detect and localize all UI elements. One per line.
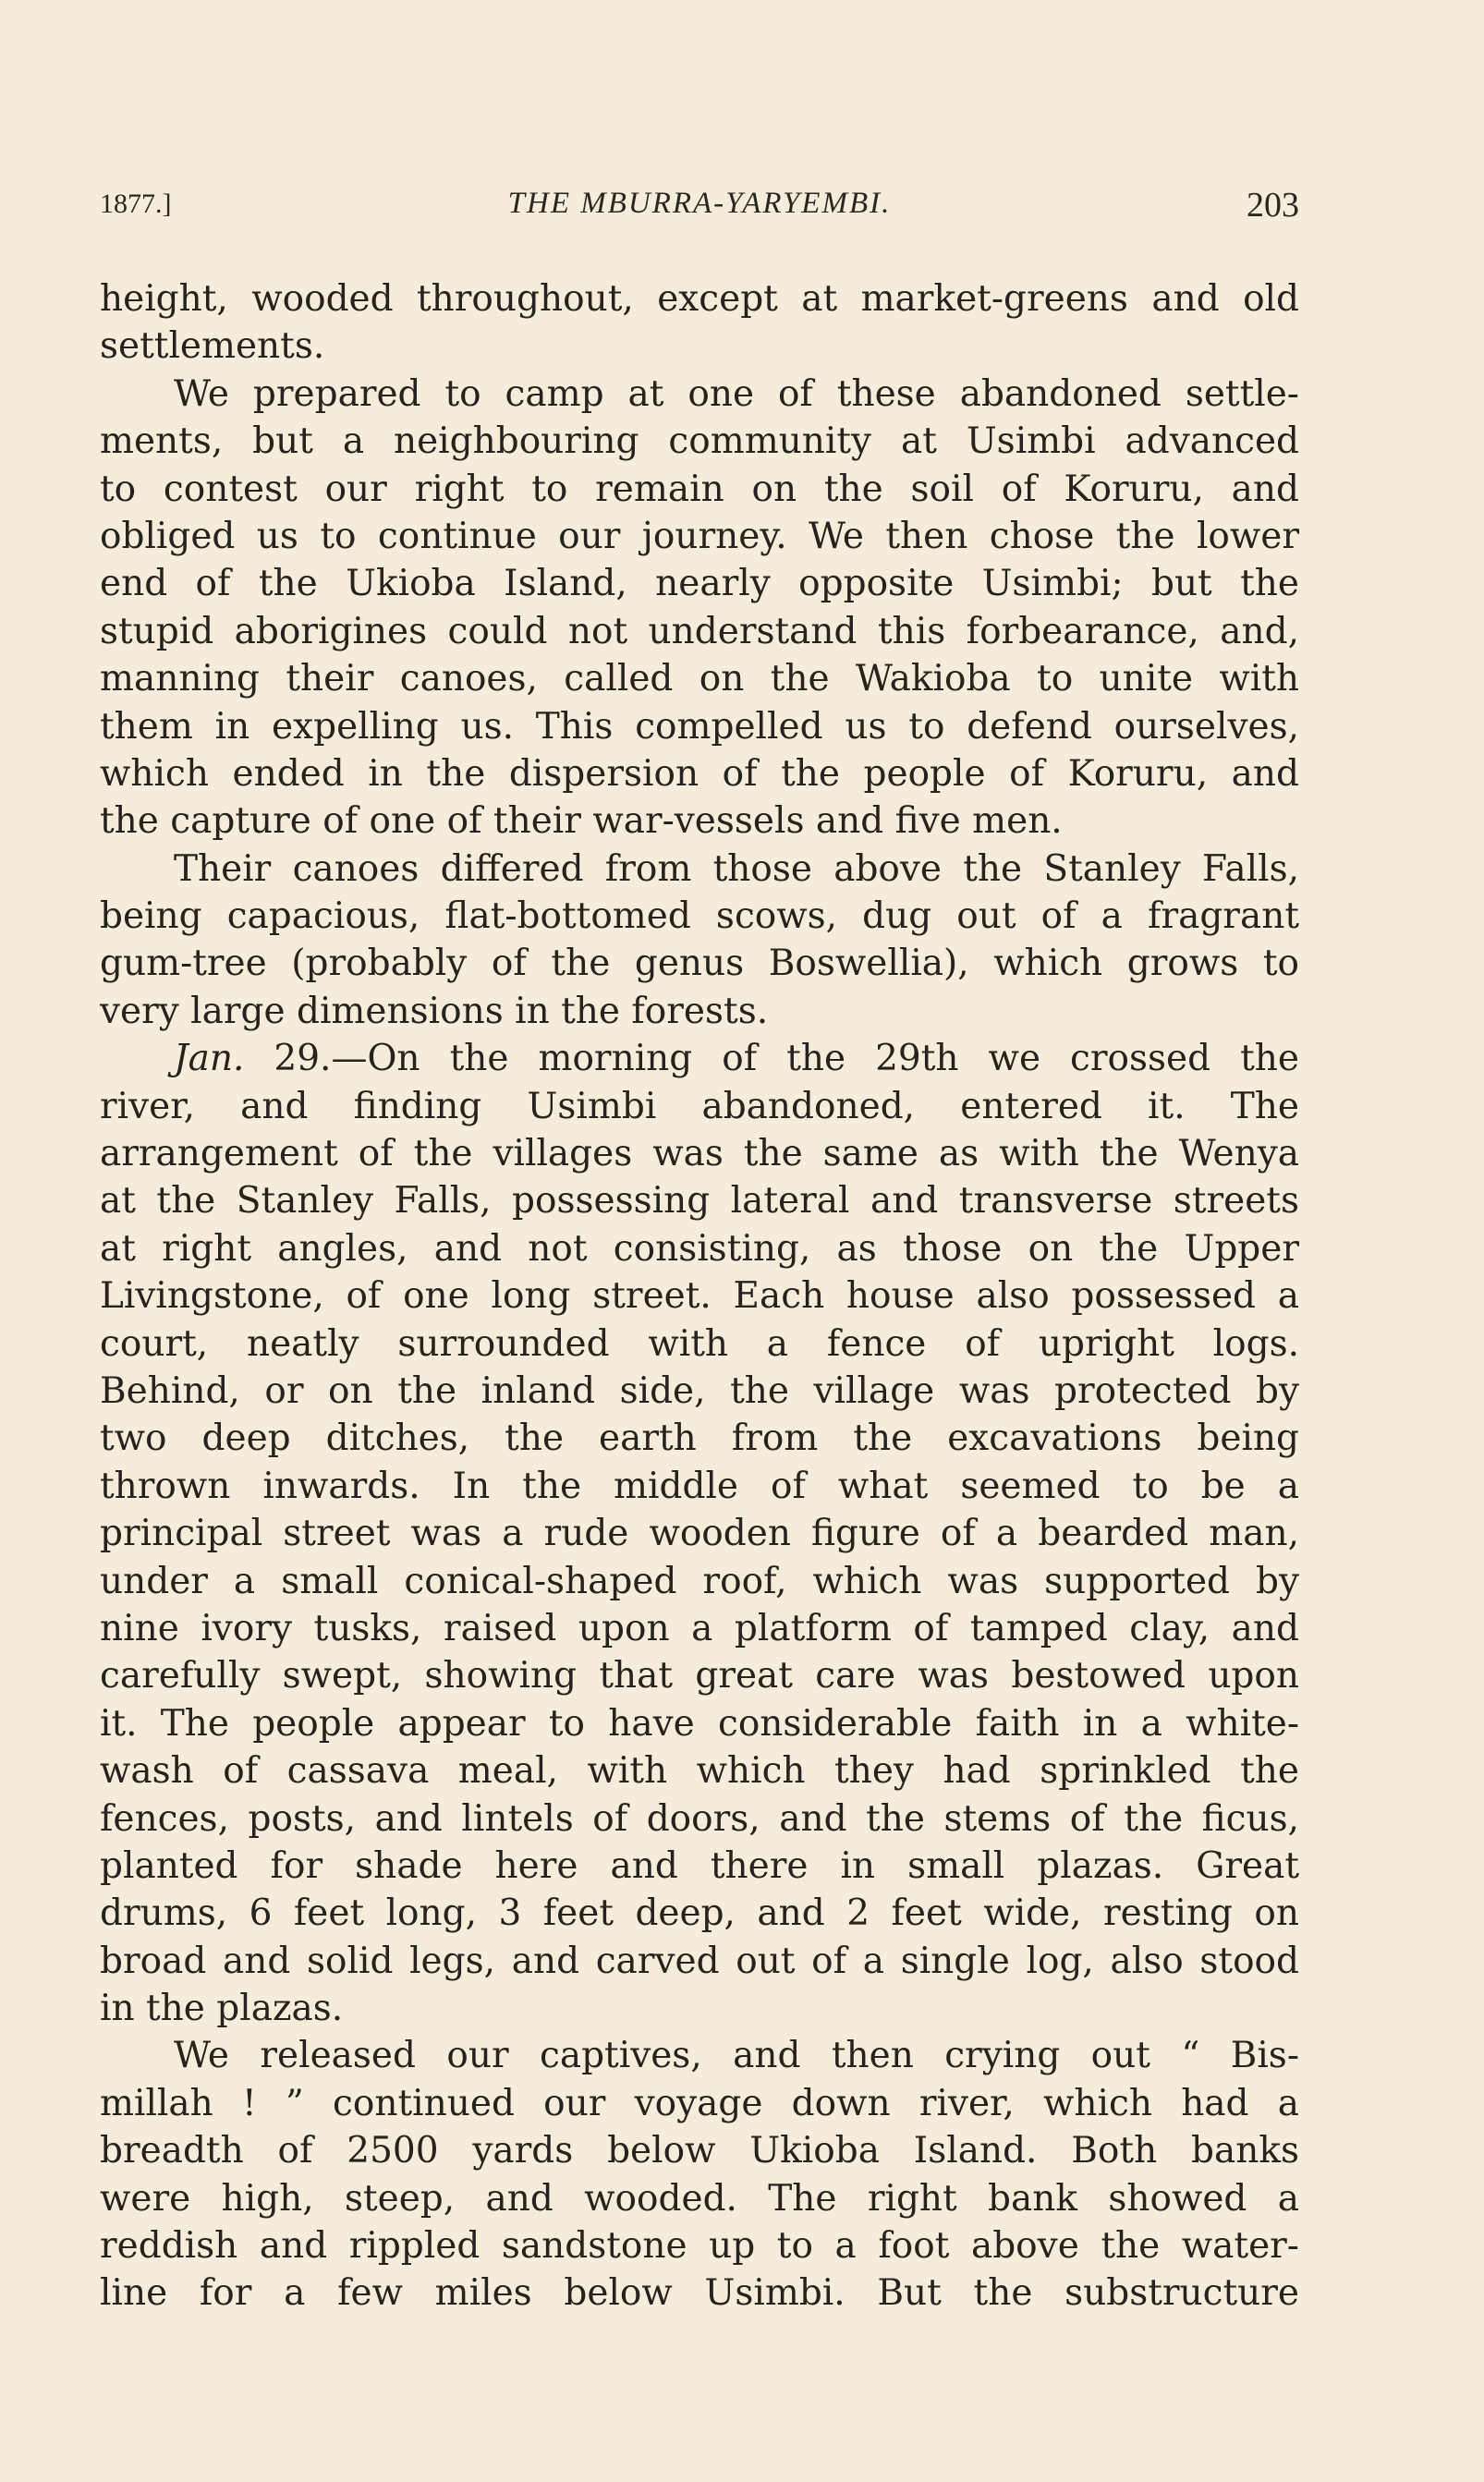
text-line-rest: 29.—On the morning of the 29th we crossed the xyxy=(244,1038,1299,1080)
text-line: them in expelling us. This compelled us to defend ourselves, xyxy=(100,705,1299,748)
text-line: carefully swept, showing that great care was bestowed upon xyxy=(100,1655,1299,1697)
text-line: arrangement of the villages was the same as with the Wenya xyxy=(100,1133,1299,1175)
text-line: to contest our right to remain on the soil of Koruru, and xyxy=(100,468,1299,510)
text-line: at the Stanley Falls, possessing lateral and transverse streets xyxy=(100,1180,1299,1223)
text-line: reddish and rippled sandstone up to a foot above the water- xyxy=(100,2225,1299,2268)
running-header xyxy=(100,183,1299,229)
text-line: ments, but a neighbouring community at Usimbi advanced xyxy=(100,420,1299,463)
text-line: being capacious, flat-bottomed scows, dug out of a fragrant xyxy=(100,895,1299,938)
text-line: We released our captives, and then crying out “ Bis- xyxy=(174,2035,1299,2077)
text-line: under a small conical-shaped roof, which was supported by xyxy=(100,1560,1299,1602)
date-label: Jan. xyxy=(174,1038,245,1080)
header-year: 1877.] xyxy=(100,189,172,219)
text-line: nine ivory tusks, raised upon a platform of tamped clay, and xyxy=(100,1607,1299,1649)
text-line: manning their canoes, called on the Wakioba to unite with xyxy=(100,658,1299,700)
text-line: height, wooded throughout, except at market-greens and old xyxy=(100,278,1299,320)
text-line: settlements. xyxy=(100,325,325,368)
body-text xyxy=(100,275,1299,2318)
text-line: Behind, or on the inland side, the village was protected by xyxy=(100,1369,1299,1412)
text-line: court, neatly surrounded with a fence of upright logs. xyxy=(100,1322,1299,1365)
text-line: in the plazas. xyxy=(100,1988,344,2030)
text-line: thrown inwards. In the middle of what seemed to be a xyxy=(100,1465,1299,1507)
text-line: stupid aborigines could not understand this forbearance, and, xyxy=(100,610,1299,652)
text-line: gum-tree (probably of the genus Boswellia), which grows to xyxy=(100,943,1299,985)
text-line: at right angles, and not consisting, as those on the Upper xyxy=(100,1227,1299,1270)
text-line: Livingstone, of one long street. Each house also possessed a xyxy=(100,1275,1299,1318)
text-line: principal street was a rude wooden figure of a bearded man, xyxy=(100,1513,1299,1555)
text-line: two deep ditches, the earth from the excavations being xyxy=(100,1417,1299,1460)
text-line: millah ! ” continued our voyage down river, which had a xyxy=(100,2082,1299,2124)
text-line: line for a few miles below Usimbi. But the substructure xyxy=(100,2272,1299,2315)
text-line: obliged us to continue our journey. We then chose the lower xyxy=(100,515,1299,557)
text-line: it. The people appear to have considerable faith in a white- xyxy=(100,1702,1299,1745)
page-number: 203 xyxy=(1247,186,1299,225)
text-line: very large dimensions in the forests. xyxy=(100,990,769,1032)
header-title: THE MBURRA-YARYEMBI. xyxy=(507,187,892,220)
text-line xyxy=(100,1035,1299,1082)
text-line: broad and solid legs, and carved out of a single log, also stood xyxy=(100,1940,1299,1982)
text-line: which ended in the dispersion of the people of Koruru, and xyxy=(100,752,1299,795)
text-line: drums, 6 feet long, 3 feet deep, and 2 feet wide, resting on xyxy=(100,1892,1299,1935)
text-line: the capture of one of their war-vessels and five men. xyxy=(100,800,1063,843)
text-line: planted for shade here and there in small plazas. Great xyxy=(100,1844,1299,1887)
text-line: Their canoes differed from those above the Stanley Falls, xyxy=(174,847,1299,890)
text-line: breadth of 2500 yards below Ukioba Island. Both banks xyxy=(100,2130,1299,2172)
text-line: end of the Ukioba Island, nearly opposite Usimbi; but the xyxy=(100,563,1299,605)
text-line: We prepared to camp at one of these abandoned settle- xyxy=(174,372,1299,415)
text-line: fences, posts, and lintels of doors, and the stems of the ficus, xyxy=(100,1797,1299,1840)
text-line: wash of cassava meal, with which they had sprinkled the xyxy=(100,1750,1299,1793)
text-line: river, and finding Usimbi abandoned, entered it. The xyxy=(100,1085,1299,1127)
text-line: were high, steep, and wooded. The right bank showed a xyxy=(100,2177,1299,2220)
